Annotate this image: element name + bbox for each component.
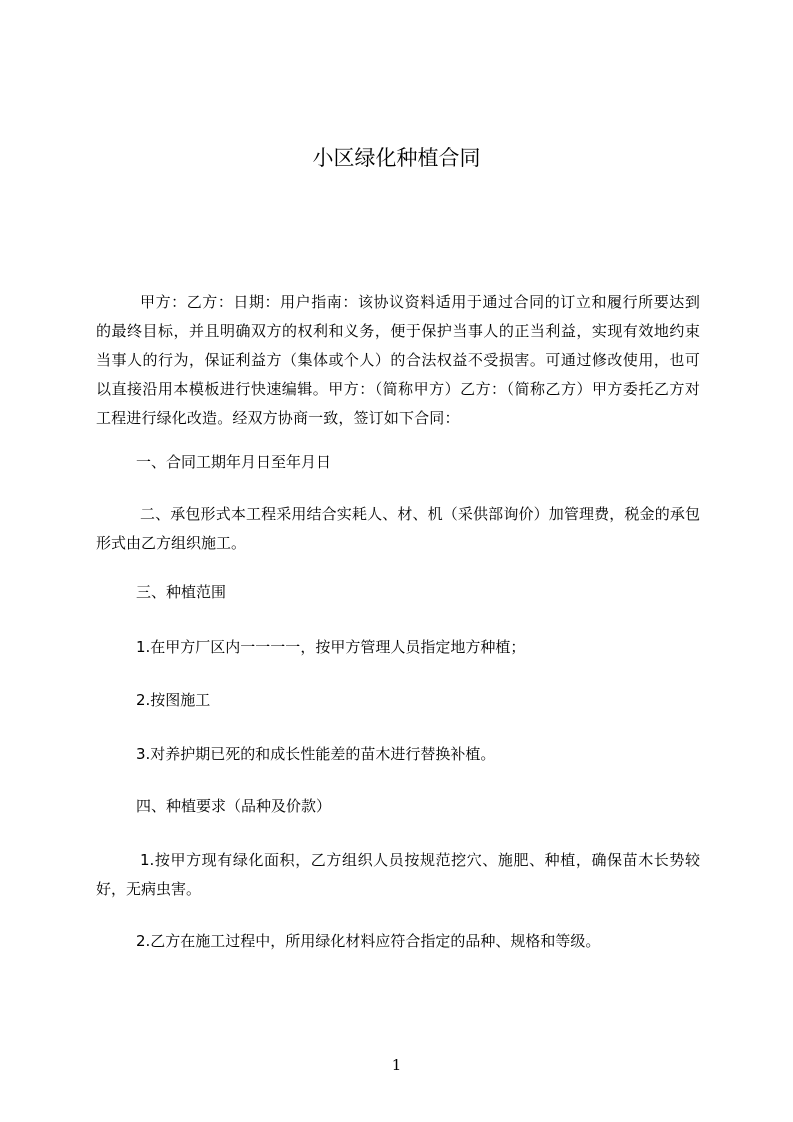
intro-paragraph: 甲方：乙方：日期：用户指南：该协议资料适用于通过合同的订立和履行所要达到的最终目标，并且明确双方的权利和义务，便于保护当事人的正当利益，实现有效地约束当事人的行为，保证利益方（集体或个人）的合法权益不受损害。可通过修改使用，也可以直接沿用本模板进行快速编辑。甲方：（简称甲方）乙方：（简称乙方）甲方委托乙方对工程进行绿化改造。经双方协商一致，签订如下合同： [96,293,700,427]
section-planting-requirements: 四、种植要求（品种及价款） [136,797,332,815]
section-contract-period: 一、合同工期年月日至年月日 [136,453,332,471]
scope-item-3: 3.对养护期已死的和成长性能差的苗木进行替换补植。 [136,745,496,763]
contract-title: 小区绿化种植合同 [312,146,481,170]
scope-item-2: 2.按图施工 [136,691,211,709]
requirement-item-1: 1.按甲方现有绿化面积，乙方组织人员按规范挖穴、施肥、种植，确保苗木长势较好，无病虫害。 [96,851,700,898]
requirement-item-2: 2.乙方在施工过程中，所用绿化材料应符合指定的品种、规格和等级。 [136,932,601,950]
scope-item-1: 1.在甲方厂区内一一一一，按甲方管理人员指定地方种植； [136,638,526,656]
section-planting-scope: 三、种植范围 [136,583,227,601]
page-number: 1 [391,1056,402,1074]
section-contract-form: 二、承包形式本工程采用结合实耗人、材、机（采供部询价）加管理费，税金的承包形式由乙方组织施工。 [96,505,700,552]
